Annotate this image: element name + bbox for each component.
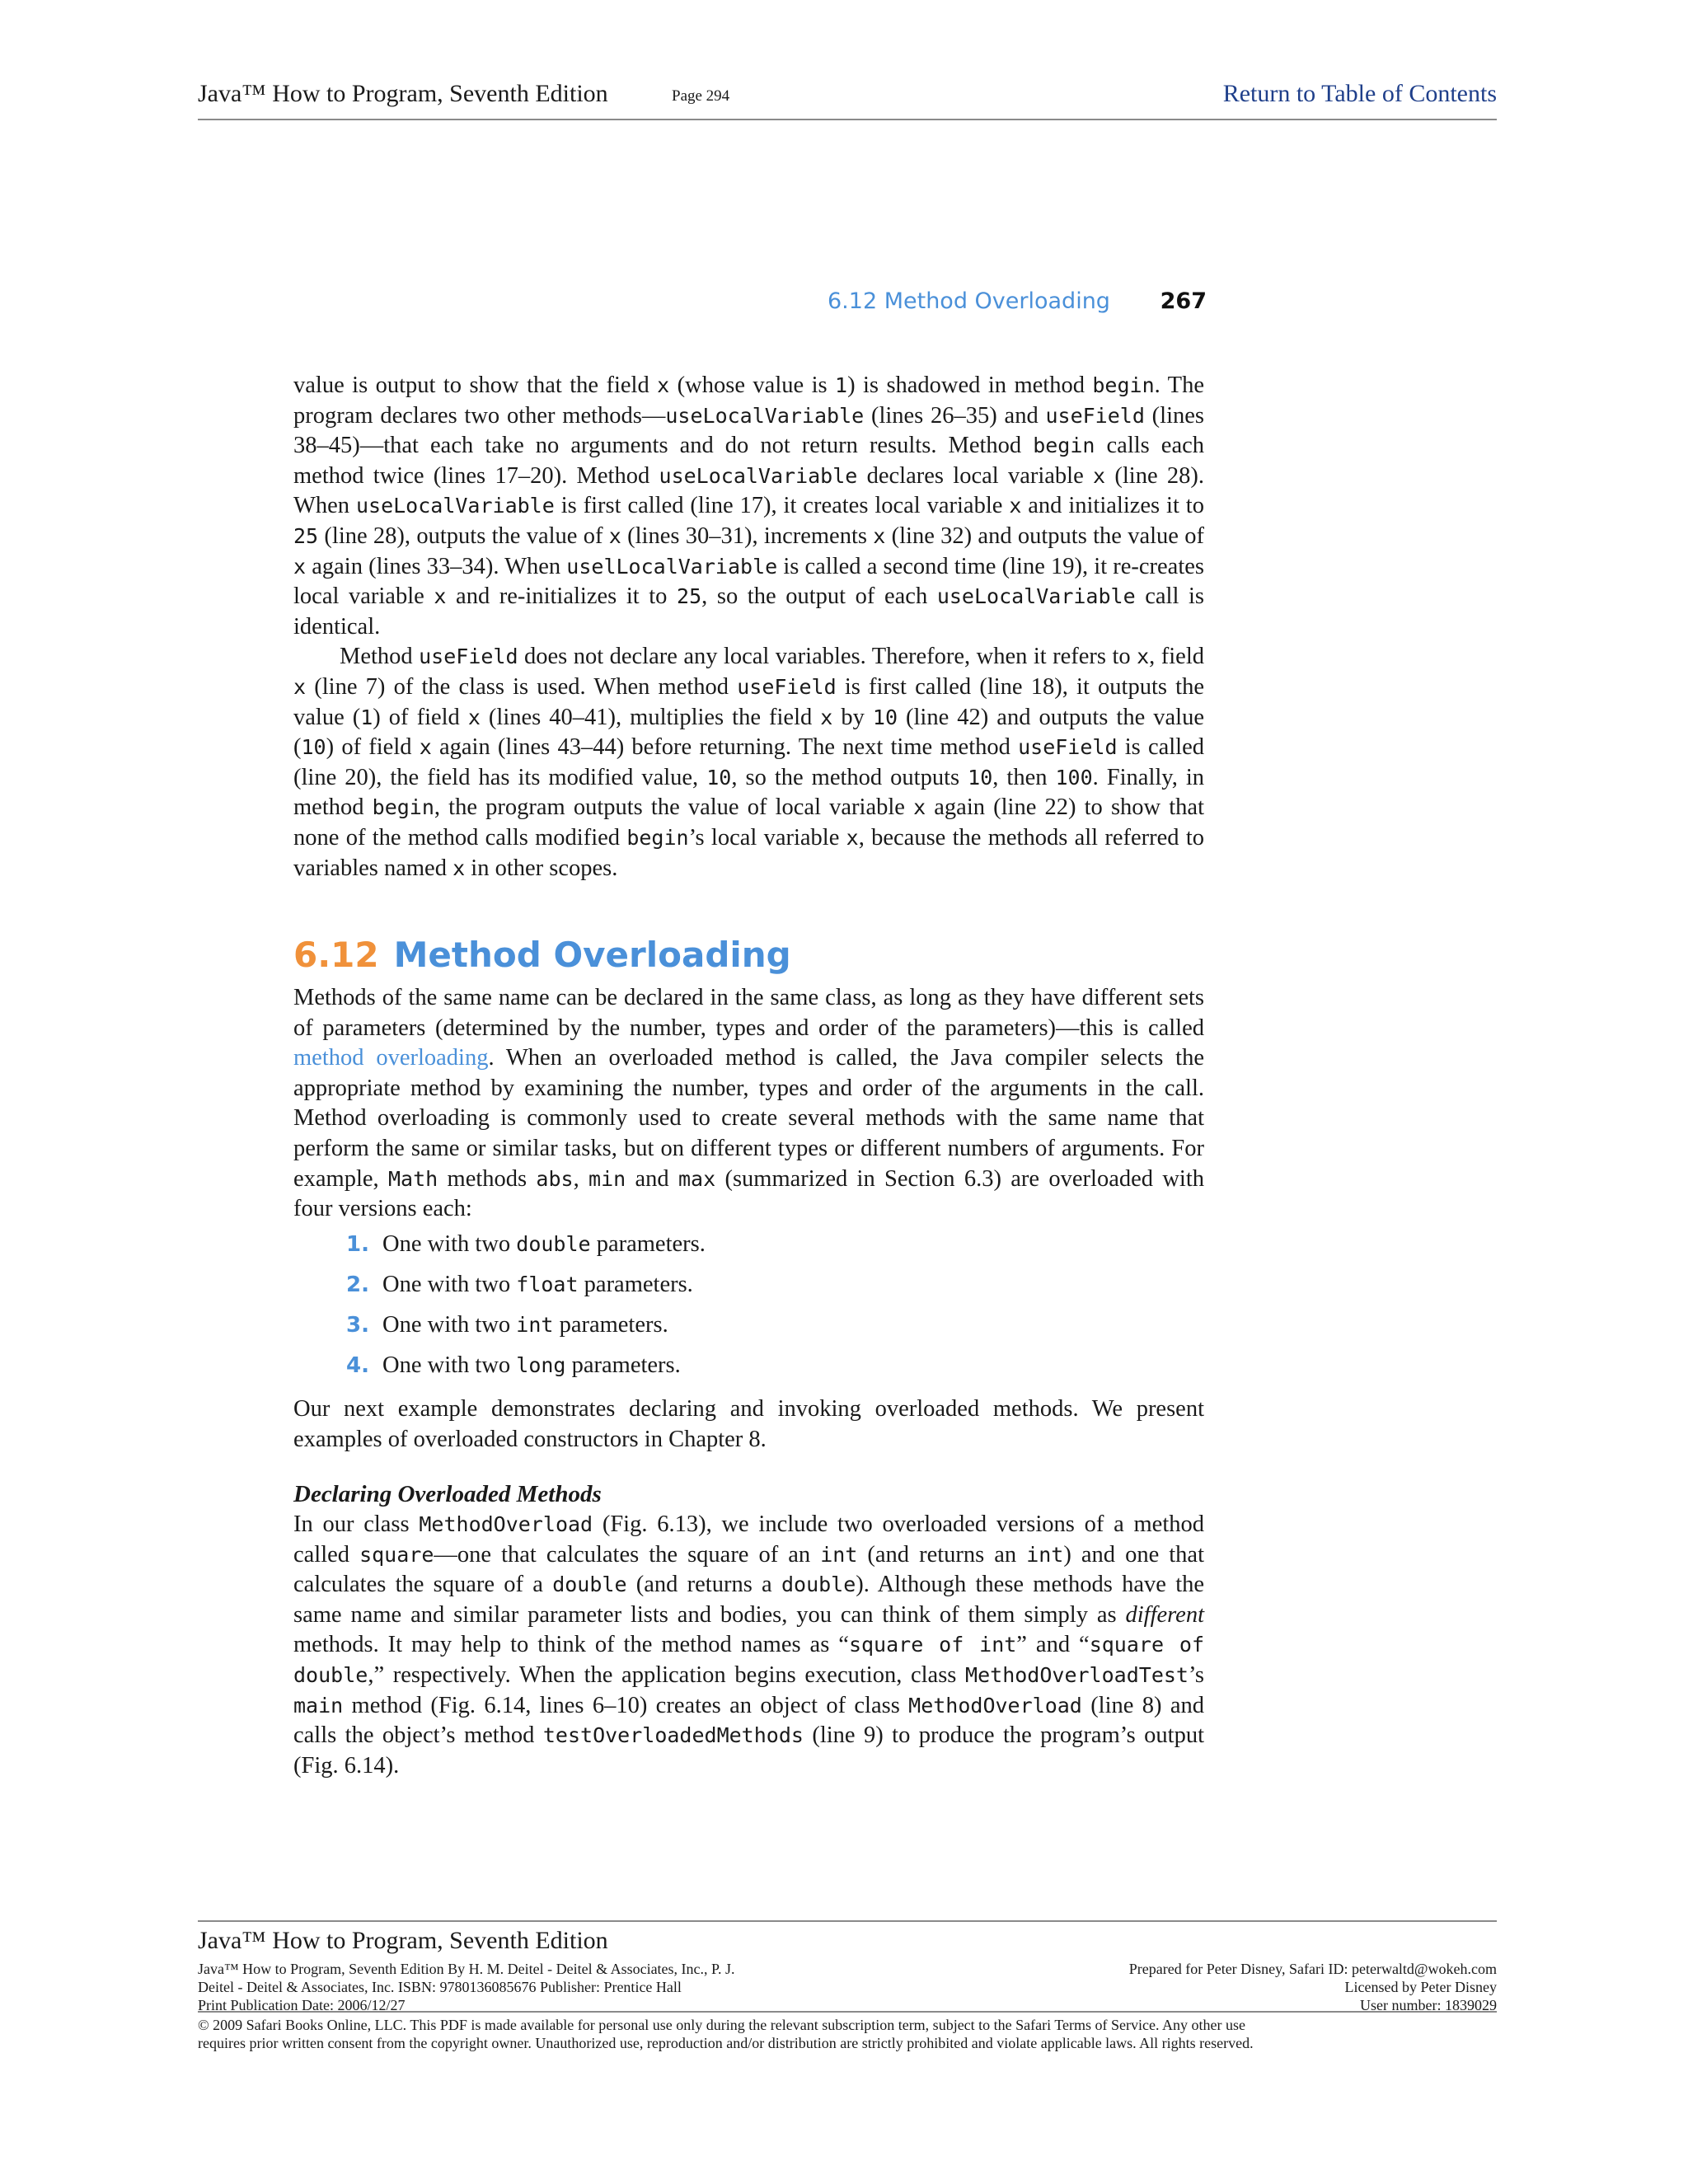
inline-code: x	[820, 705, 833, 729]
footer	[198, 1920, 1497, 2079]
inline-code: x	[293, 674, 307, 699]
inline-code: 10	[706, 765, 732, 790]
emphasis: different	[1125, 1601, 1204, 1628]
inline-code: x	[1009, 494, 1022, 518]
inline-code: 1	[360, 705, 373, 729]
inline-code: testOverloadedMethods	[542, 1723, 804, 1748]
footer-right-line-2: Licensed by Peter Disney	[1344, 1979, 1497, 1995]
list-code: float	[516, 1272, 579, 1296]
inline-code: 1	[835, 373, 848, 397]
list-text: parameters.	[590, 1231, 706, 1257]
inline-code: x	[452, 855, 466, 880]
inline-code: x	[419, 735, 432, 760]
page-label: Page 294	[672, 87, 730, 105]
footer-left-line-1: Java™ How to Program, Seventh Edition By H. M. Deitel - Deitel & Associates, Inc., P. J.	[198, 1961, 735, 1977]
list-text: One with two	[382, 1231, 517, 1257]
inline-code: 10	[301, 735, 326, 760]
inline-code: x	[913, 795, 926, 820]
inline-code: abs	[536, 1166, 574, 1191]
inline-code: x	[657, 373, 670, 397]
footer-right-line-1: Prepared for Peter Disney, Safari ID: peterwaltd@wokeh.com	[1128, 1961, 1497, 1977]
inline-code: useLocalVariable	[659, 463, 858, 488]
running-head-page-number: 267	[1160, 288, 1207, 314]
footer-left-line-2: Deitel - Deitel & Associates, Inc. ISBN: 9780136085676 Publisher: Prentice Hall	[198, 1979, 682, 1995]
subsection-heading: Declaring Overloaded Methods	[293, 1481, 602, 1507]
inline-code: useLocalVariable	[936, 584, 1136, 609]
list-number: 2.	[346, 1272, 369, 1297]
copyright-line-2: requires prior written consent from the copyright owner. Unauthorized use, reproduction and/or distribution are strictly prohibited and violate applicable laws. All rights reserved.	[198, 2035, 1254, 2051]
inline-code: main	[293, 1693, 344, 1718]
inline-code: useField	[419, 644, 518, 669]
inline-code: 10	[968, 765, 993, 790]
list-item	[346, 1270, 1088, 1310]
list-item	[346, 1351, 1088, 1391]
inline-code: 25	[293, 523, 319, 548]
inline-code: 10	[872, 705, 898, 729]
footer-divider	[198, 2011, 1497, 2013]
inline-code: MethodOverloadTest	[965, 1662, 1189, 1687]
inline-code: begin	[372, 795, 434, 820]
inline-code: x	[467, 705, 481, 729]
inline-code: int	[1026, 1542, 1064, 1567]
inline-code: useLocalVariable	[665, 403, 865, 428]
top-header	[198, 79, 1497, 120]
section-number: 6.12	[293, 935, 379, 975]
inline-code: double	[781, 1572, 856, 1597]
section-heading	[293, 931, 1204, 979]
inline-code: max	[678, 1166, 716, 1191]
inline-code: useField	[1045, 403, 1145, 428]
inline-code: square	[359, 1542, 434, 1567]
inline-code: int	[820, 1542, 858, 1567]
running-head	[828, 288, 1207, 321]
inline-code: x	[846, 825, 859, 850]
list-code: long	[516, 1353, 566, 1377]
inline-code: square of double	[293, 1633, 1204, 1687]
inline-code: uselLocalVariable	[566, 554, 778, 579]
list-number: 4.	[346, 1353, 369, 1378]
overload-versions-list	[346, 1230, 1088, 1391]
inline-code: x	[1093, 463, 1106, 488]
key-term: method overloading	[293, 1045, 489, 1071]
inline-code: square of int	[848, 1633, 1017, 1657]
inline-code: 25	[677, 584, 702, 609]
inline-code: x	[293, 554, 307, 579]
section-title: Method Overloading	[393, 935, 791, 975]
next-example-paragraph: Our next example demonstrates declaring and invoking overloaded methods. We present examples of overloaded constructors in Chapter 8.	[293, 1396, 1204, 1452]
inline-code: MethodOverload	[908, 1693, 1082, 1718]
paragraph-2: Method useField does not declare any local variables. Therefore, when it refers to x, field x (line 7) of the class is used. When method useField is first called (line 18), it outputs the value (1) of field x (lines 40–41), multiplies the field x by 10 (line 42) and outputs the value (10) of field x again (lines 43–44) before returning. The next time method useField is called (line 20), the field has its modified value, 10, so the method outputs 10, then 100. Finally, in method begin, the program outputs the value of local variable x again (line 22) to show that none of the method calls modified begin’s local variable x, because the methods all referred to variables named x in other scopes.	[293, 644, 1205, 881]
list-number: 1.	[346, 1232, 369, 1257]
list-code: double	[516, 1232, 591, 1256]
list-code: int	[516, 1313, 554, 1337]
inline-code: begin	[626, 825, 689, 850]
inline-code: useField	[737, 674, 837, 699]
inline-code: begin	[1033, 434, 1095, 458]
overloading-intro-paragraph: Methods of the same name can be declared in the same class, as long as they have different sets of parameters (determined by the number, types and order of the parameters)—this is called method overloading. When an overloaded method is called, the Java compiler selects the appropriate method by examining the number, types and order of the arguments in the call. Method overloading is commonly used to create several methods with the same name that perform the same or similar tasks, but on different types or different numbers of arguments. For example, Math methods abs, min and max (summarized in Section 6.3) are overloaded with four versions each:	[293, 985, 1204, 1222]
copyright-line-1: © 2009 Safari Books Online, LLC. This PDF is made available for personal use only during the relevant subscription term, subject to the Safari Terms of Service. Any other use	[198, 2017, 1245, 2033]
footer-right-line-3: User number: 1839029	[1360, 1997, 1497, 2013]
inline-code: x	[873, 523, 886, 548]
inline-code: 100	[1055, 765, 1093, 790]
running-head-section: 6.12 Method Overloading	[828, 288, 1110, 314]
list-item	[346, 1310, 1088, 1351]
list-text: parameters.	[553, 1312, 668, 1338]
inline-code: useLocalVariable	[355, 494, 555, 518]
list-text: parameters.	[578, 1272, 693, 1297]
footer-left-line-3: Print Publication Date: 2006/12/27	[198, 1997, 406, 2013]
list-number: 3.	[346, 1313, 369, 1338]
return-to-toc-link[interactable]: Return to Table of Contents	[1222, 80, 1497, 107]
inline-code: double	[552, 1572, 627, 1597]
list-text: parameters.	[565, 1352, 681, 1378]
inline-code: useField	[1018, 735, 1118, 760]
inline-code: x	[1137, 644, 1150, 669]
inline-code: begin	[1092, 373, 1155, 397]
list-text: One with two	[382, 1272, 517, 1297]
footer-book-title: Java™ How to Program, Seventh Edition	[198, 1927, 608, 1954]
inline-code: Math	[387, 1166, 438, 1191]
list-item	[346, 1230, 1088, 1270]
paragraph-1: value is output to show that the field x (whose value is 1) is shadowed in method begin. The program declares two other methods—useLocalVariable (lines 26–35) and useField (lines 38–45)—that each take no arguments and do not return results. Method begin calls each method twice (lines 17–20). Method useLocalVariable declares local variable x (line 28). When useLocalVariable is first called (line 17), it creates local variable x and initializes it to 25 (line 28), outputs the value of x (lines 30–31), increments x (line 32) and outputs the value of x again (lines 33–34). When uselLocalVariable is called a second time (line 19), it re-creates local variable x and re-initializes it to 25, so the output of each useLocalVariable call is identical.	[293, 373, 1205, 640]
inline-code: x	[434, 584, 447, 609]
inline-code: min	[588, 1166, 626, 1191]
declaring-overloaded-paragraph: In our class MethodOverload (Fig. 6.13), we include two overloaded versions of a method called square—one that calculates the square of an int (and returns an int) and one that calculates the square of a double (and returns a double). Although these methods have the same name and similar parameter lists and bodies, you can think of them simply as different methods. It may help to think of the method names as “square of int” and “square of double,” respectively. When the application begins execution, class MethodOverloadTest’s main method (Fig. 6.14, lines 6–10) creates an object of class MethodOverload (line 8) and calls the object’s method testOverloadedMethods (line 9) to produce the program’s output (Fig. 6.14).	[293, 1511, 1205, 1779]
body-text	[293, 371, 1204, 883]
list-text: One with two	[382, 1312, 517, 1338]
book-title: Java™ How to Program, Seventh Edition	[198, 80, 608, 107]
inline-code: x	[608, 523, 621, 548]
inline-code: MethodOverload	[419, 1512, 593, 1536]
list-text: One with two	[382, 1352, 517, 1378]
